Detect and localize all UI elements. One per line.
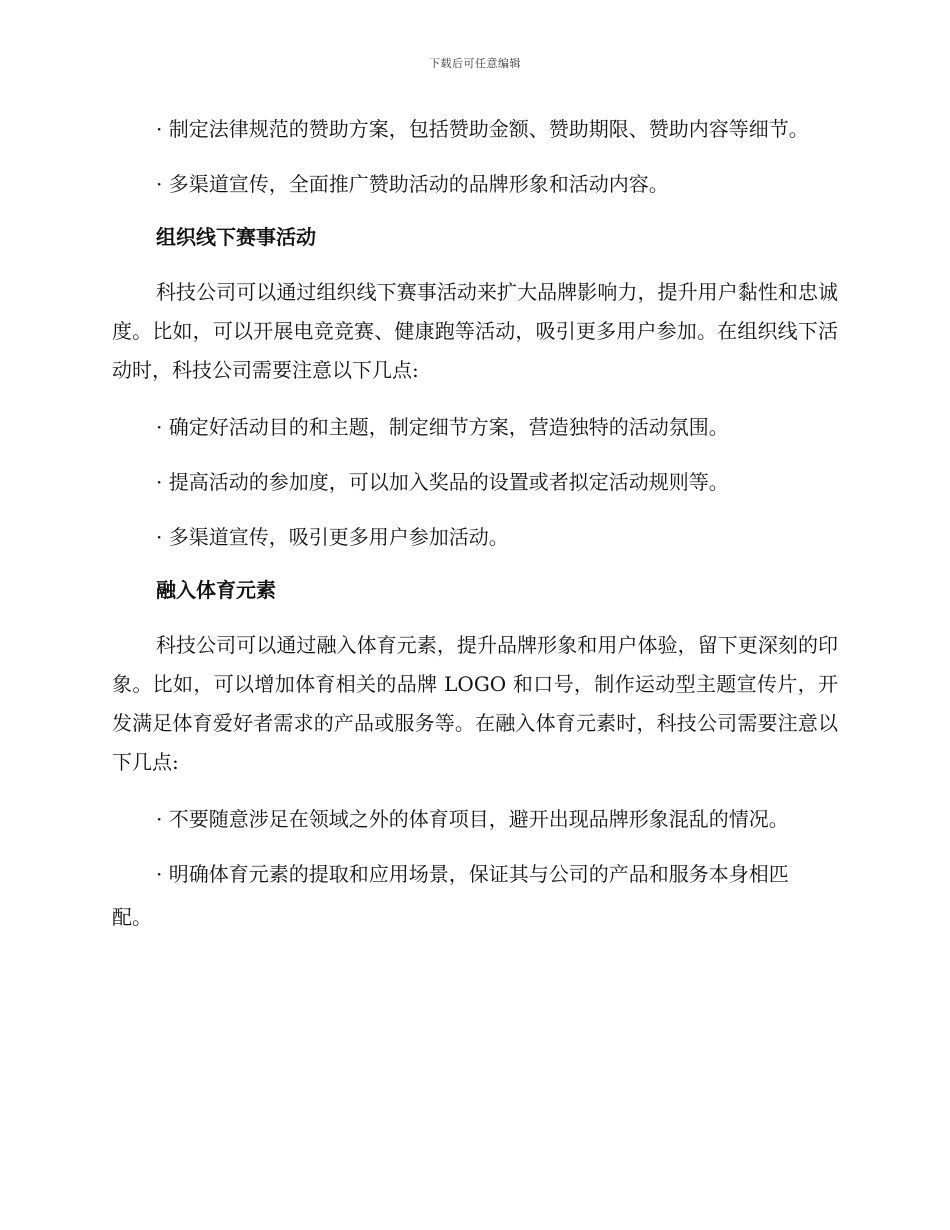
bullet-item-event-promotion: · 多渠道宣传，吸引更多用户参加活动。 (156, 525, 509, 549)
section-heading-offline-events: 组织线下赛事活动 (156, 225, 316, 249)
page-header: 下载后可任意编辑 (429, 57, 521, 70)
bullet-item-sponsorship-promotion: · 多渠道宣传，全面推广赞助活动的品牌形象和活动内容。 (156, 172, 669, 196)
bullet-item-event-participation: · 提高活动的参加度，可以加入奖品的设置或者拟定活动规则等。 (156, 470, 729, 494)
bullet-item-match-products: · 明确体育元素的提取和应用场景，保证其与公司的产品和服务本身相匹配。 (112, 862, 789, 929)
paragraph-offline-events: 科技公司可以通过组织线下赛事活动来扩大品牌影响力，提升用户黏性和忠诚度。比如，可以开展电竞竞赛、健康跑等活动，吸引更多用户参加。在组织线下活动时，科技公司需要注意以下几点: (112, 280, 838, 382)
paragraph-sports-elements: 科技公司可以通过融入体育元素，提升品牌形象和用户体验，留下更深刻的印象。比如，可以增加体育相关的品牌 LOGO 和口号，制作运动型主题宣传片，开发满足体育爱好者需求的产品或服务等。在融入体育元素时，科技公司需要注意以下几点: (112, 633, 838, 774)
bullet-item-sponsorship-plan: · 制定法律规范的赞助方案，包括赞助金额、赞助期限、赞助内容等细节。 (156, 117, 809, 141)
bullet-item-event-theme: · 确定好活动目的和主题，制定细节方案，营造独特的活动氛围。 (156, 415, 729, 439)
section-heading-sports-elements: 融入体育元素 (156, 578, 276, 602)
document-body (112, 108, 838, 951)
bullet-item-avoid-unrelated-sports: · 不要随意涉足在领域之外的体育项目，避开出现品牌形象混乱的情况。 (156, 807, 789, 831)
